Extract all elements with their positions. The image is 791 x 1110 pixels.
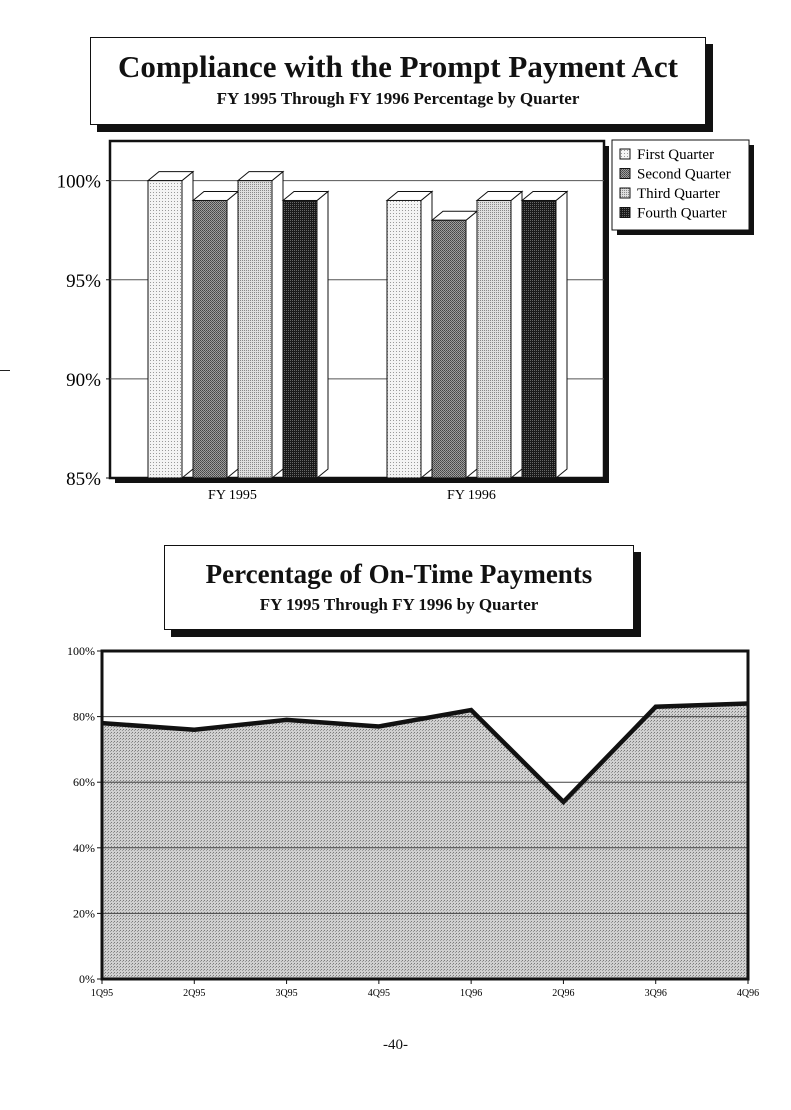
x-tick-label: 4Q95 <box>367 988 390 999</box>
bar <box>477 200 511 478</box>
area-fill <box>102 703 748 979</box>
y-tick-label: 95% <box>66 270 101 292</box>
y-tick-label: 90% <box>66 369 101 391</box>
chart2-title: Percentage of On-Time Payments <box>205 559 593 589</box>
x-category-label: FY 1995 <box>208 488 257 503</box>
bar-side <box>556 191 567 478</box>
bar <box>387 200 421 478</box>
bar-side <box>317 191 328 478</box>
x-tick-label: 2Q96 <box>552 988 575 999</box>
x-tick-label: 3Q95 <box>275 988 298 999</box>
x-tick-label: 4Q96 <box>736 988 760 999</box>
bar <box>238 181 272 478</box>
y-tick-label: 60% <box>73 775 95 790</box>
bar <box>432 220 466 478</box>
y-tick-label: 40% <box>73 840 95 855</box>
legend-label: Second Quarter <box>637 166 731 183</box>
legend-label: Fourth Quarter <box>637 205 727 222</box>
bar-side <box>511 191 522 478</box>
x-tick-label: 3Q96 <box>644 988 667 999</box>
y-tick-label: 0% <box>79 972 95 986</box>
bar-side <box>421 191 432 478</box>
x-tick-label: 1Q96 <box>460 988 483 999</box>
chart1-title: Compliance with the Prompt Payment Act <box>118 49 678 84</box>
area-chart <box>67 644 759 999</box>
chart1-subtitle: FY 1995 Through FY 1996 Percentage by Quarter <box>216 89 580 108</box>
legend-swatch <box>620 149 630 159</box>
legend-swatch <box>620 188 630 198</box>
y-tick-label: 80% <box>73 709 95 724</box>
bar-side <box>466 211 477 478</box>
y-tick-label: 20% <box>73 906 95 921</box>
bar <box>522 200 556 478</box>
bar <box>283 200 317 478</box>
y-tick-label: 85% <box>66 469 101 490</box>
y-tick-label: 100% <box>67 644 95 658</box>
bar <box>193 200 227 478</box>
bar-side <box>272 172 283 478</box>
legend-swatch <box>620 208 630 218</box>
bar-side <box>182 172 193 478</box>
x-tick-label: 2Q95 <box>183 988 206 999</box>
legend-label: First Quarter <box>637 147 715 163</box>
x-tick-label: 1Q95 <box>90 988 114 999</box>
chart2-subtitle: FY 1995 Through FY 1996 by Quarter <box>259 595 539 614</box>
page-number: -40- <box>383 1037 408 1053</box>
bar-side <box>227 191 238 478</box>
legend-swatch <box>620 169 630 179</box>
bar <box>148 181 182 478</box>
legend-label: Third Quarter <box>637 186 720 202</box>
y-tick-label: 100% <box>56 171 101 193</box>
x-category-label: FY 1996 <box>447 488 496 503</box>
bar-chart <box>57 140 754 503</box>
